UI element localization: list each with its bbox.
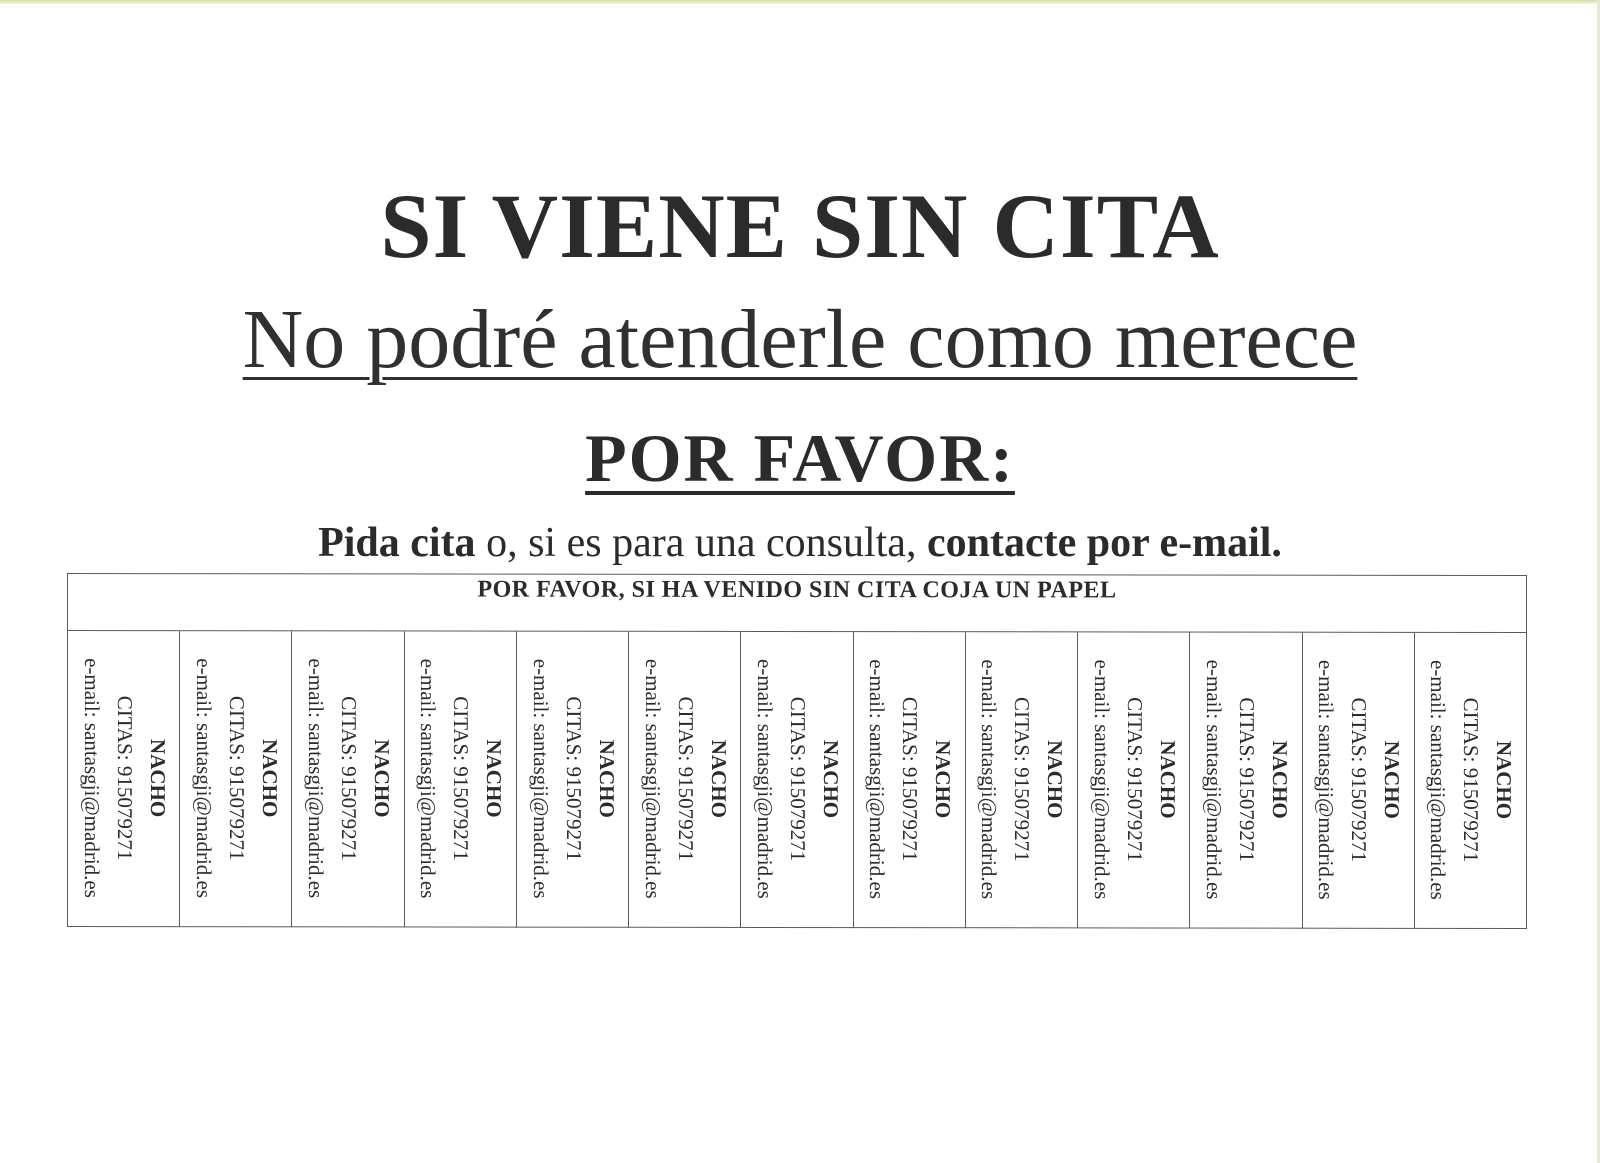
strip-phone: CITAS: 915079271: [898, 696, 923, 862]
strip-email: e-mail: santasgji@madrid.es: [191, 658, 216, 899]
strip-phone: CITAS: 915079271: [1122, 697, 1147, 862]
notice-instruction: [0, 522, 1600, 564]
strip-email: e-mail: santasgji@madrid.es: [1201, 659, 1226, 900]
scan-edge-top: [0, 0, 1600, 4]
tearoff-strip[interactable]: [68, 631, 180, 927]
tearoff-strip[interactable]: [292, 631, 404, 927]
strip-name: NACHO: [706, 739, 731, 818]
instruction-part-request: Pida cita: [318, 520, 476, 566]
tearoff-strip[interactable]: [1415, 633, 1526, 929]
strip-email: e-mail: santasgji@madrid.es: [1089, 659, 1114, 900]
strip-name: NACHO: [257, 739, 282, 818]
notice-favor: POR FAVOR:: [585, 420, 1015, 496]
strip-text: [635, 644, 735, 914]
notice-favor-wrap: [0, 420, 1600, 496]
strip-name: NACHO: [1043, 740, 1068, 819]
strip-text: [1420, 645, 1520, 915]
strip-name: NACHO: [145, 738, 170, 818]
strip-phone: CITAS: 915079271: [1459, 697, 1484, 863]
strip-name: NACHO: [931, 740, 956, 819]
strip-phone: CITAS: 915079271: [1010, 697, 1035, 862]
strip-name: NACHO: [482, 739, 507, 818]
strip-email: e-mail: santasgji@madrid.es: [640, 658, 665, 899]
strip-name: NACHO: [1380, 740, 1405, 819]
strip-phone: CITAS: 915079271: [786, 696, 811, 862]
strip-phone: CITAS: 915079271: [224, 695, 249, 861]
tearoff-strip[interactable]: [1303, 633, 1415, 929]
strip-phone: CITAS: 915079271: [449, 696, 474, 861]
tearoff-strips: [68, 631, 1526, 929]
tearoff-strip[interactable]: [405, 631, 517, 927]
strip-email: e-mail: santasgji@madrid.es: [865, 659, 890, 900]
tearoff-strip[interactable]: [1190, 633, 1302, 929]
strip-text: [74, 643, 174, 913]
strip-text: [1308, 645, 1408, 915]
tearoff-strip[interactable]: [180, 631, 292, 927]
strip-text: [410, 643, 510, 913]
strip-text: [1084, 644, 1184, 914]
strip-email: e-mail: santasgji@madrid.es: [753, 659, 778, 899]
strip-text: [1196, 645, 1296, 915]
strip-phone: CITAS: 915079271: [561, 696, 586, 861]
strip-text: [859, 644, 959, 914]
strip-text: [186, 643, 286, 913]
strip-text: [523, 644, 623, 914]
strip-phone: CITAS: 915079271: [337, 696, 362, 861]
strip-phone: CITAS: 915079271: [673, 696, 698, 862]
strip-email: e-mail: santasgji@madrid.es: [528, 658, 553, 899]
strip-name: NACHO: [1267, 740, 1292, 819]
notice-subheadline-wrap: [0, 293, 1600, 386]
strip-email: e-mail: santasgji@madrid.es: [304, 658, 329, 899]
tearoff-strip[interactable]: [966, 632, 1078, 928]
tearoff-strip[interactable]: [517, 632, 629, 928]
tearoff-strip[interactable]: [741, 632, 853, 928]
tearoff-strip[interactable]: [854, 632, 966, 928]
instruction-part-middle: o, si es para una consulta,: [475, 520, 927, 566]
strip-text: [747, 644, 847, 914]
instruction-part-contact: contacte por e-mail.: [926, 520, 1282, 566]
tearoff-strip[interactable]: [629, 632, 741, 928]
tearoff-table: [67, 573, 1527, 929]
strip-email: e-mail: santasgji@madrid.es: [1426, 659, 1451, 900]
strip-email: e-mail: santasgji@madrid.es: [79, 658, 104, 898]
tearoff-header: POR FAVOR, SI HA VENIDO SIN CITA COJA UN PAPEL: [68, 574, 1526, 633]
strip-phone: CITAS: 915079271: [1234, 697, 1259, 862]
strip-text: [971, 644, 1071, 914]
tearoff-strip[interactable]: [1078, 632, 1190, 928]
strip-text: [298, 643, 398, 913]
strip-name: NACHO: [1155, 740, 1180, 819]
notice-headline: SI VIENE SIN CITA: [380, 175, 1220, 277]
strip-email: e-mail: santasgji@madrid.es: [1314, 659, 1339, 900]
strip-email: e-mail: santasgji@madrid.es: [416, 658, 441, 899]
strip-name: NACHO: [819, 739, 844, 819]
strip-name: NACHO: [1492, 740, 1517, 820]
strip-phone: CITAS: 915079271: [112, 695, 137, 861]
strip-email: e-mail: santasgji@madrid.es: [977, 659, 1002, 900]
strip-phone: CITAS: 915079271: [1347, 697, 1372, 863]
strip-name: NACHO: [594, 739, 619, 818]
strip-name: NACHO: [370, 739, 395, 818]
notice-subheadline: No podré atenderle como merece: [242, 293, 1358, 386]
